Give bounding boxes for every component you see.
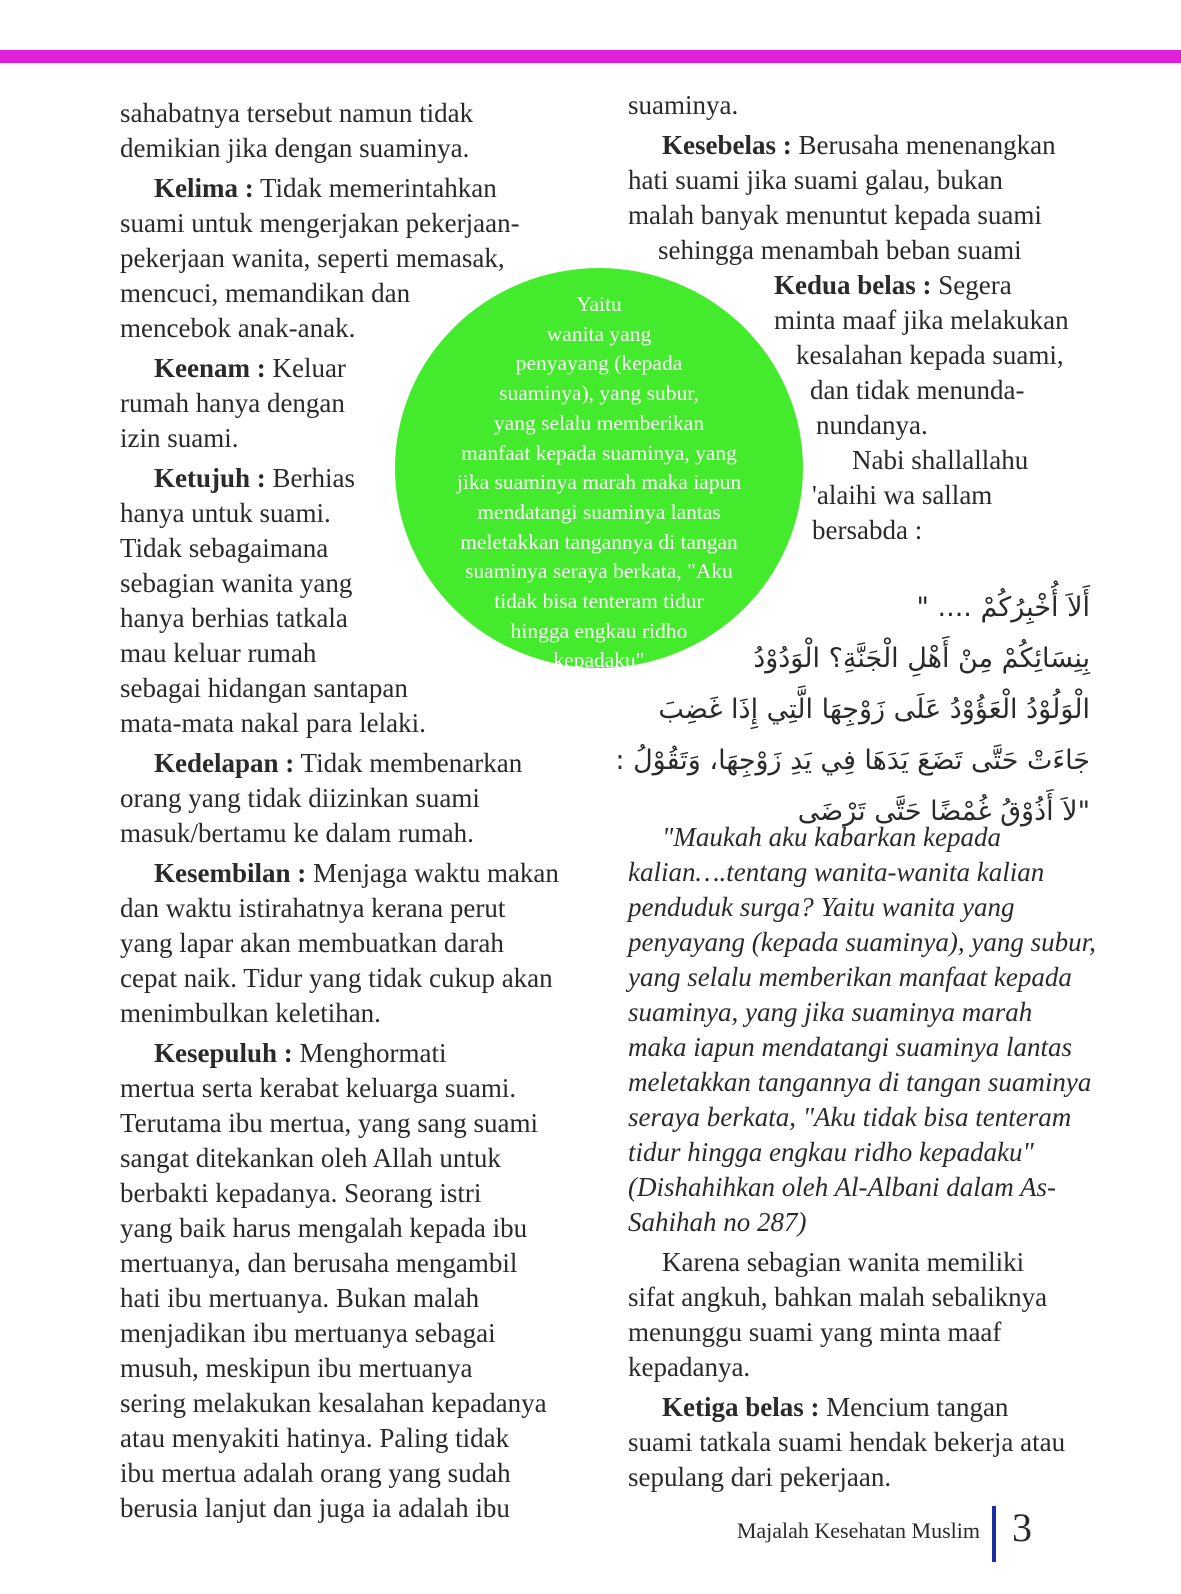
footer-divider xyxy=(992,1506,996,1562)
text-line xyxy=(120,1456,600,1491)
callout-line: mendatangi suaminya lantas xyxy=(477,499,721,524)
section-heading: Kesembilan : xyxy=(154,858,307,888)
text-line xyxy=(120,96,600,131)
text-line xyxy=(120,706,600,741)
line-text: mertuanya, dan berusaha mengambil xyxy=(120,1248,518,1278)
line-text: dan waktu istirahatnya kerana perut xyxy=(120,893,506,923)
text-line xyxy=(120,891,600,926)
line-text: Berhias xyxy=(265,463,355,493)
line-text: menunggu suami yang minta maaf xyxy=(628,1317,1002,1347)
callout-line: suaminya), yang subur, xyxy=(499,381,699,406)
text-line xyxy=(120,1386,600,1421)
line-text: Menjaga waktu makan xyxy=(306,858,559,888)
line-text: (Dishahihkan oleh Al-Albani dalam As- xyxy=(628,1172,1056,1202)
text-line xyxy=(120,1071,600,1106)
line-text: pekerjaan wanita, seperti memasak, xyxy=(120,243,505,273)
text-line xyxy=(628,303,1108,338)
line-text: demikian jika dengan suaminya. xyxy=(120,133,470,163)
text-line xyxy=(628,890,1108,925)
text-line xyxy=(628,198,1108,233)
text-line xyxy=(628,128,1108,163)
line-text: dan tidak menunda- xyxy=(810,375,1025,405)
line-text: kepadanya. xyxy=(628,1352,751,1382)
top-accent-bar xyxy=(0,50,1181,63)
text-line xyxy=(628,373,1108,408)
line-text: hanya berhias tatkala xyxy=(120,603,348,633)
line-text: bersabda : xyxy=(812,515,923,545)
line-text: menimbulkan keletihan. xyxy=(120,998,381,1028)
line-text: Karena sebagian wanita memiliki xyxy=(662,1247,1025,1277)
line-text: seraya berkata, "Aku tidak bisa tenteram xyxy=(628,1102,1072,1132)
line-text: sehingga menambah beban suami xyxy=(658,235,1022,265)
line-text: suami tatkala suami hendak bekerja atau xyxy=(628,1427,1066,1457)
text-line xyxy=(628,478,1108,513)
text-line xyxy=(120,746,600,781)
text-line xyxy=(120,1036,600,1071)
right-column-top xyxy=(628,88,1108,548)
text-line xyxy=(120,1351,600,1386)
line-text: penduduk surga? Yaitu wanita yang xyxy=(628,892,1015,922)
line-text: musuh, meskipun ibu mertuanya xyxy=(120,1353,473,1383)
line-text: Segera xyxy=(931,270,1012,300)
callout-line: wanita yang xyxy=(546,321,652,346)
section-heading: Kesebelas : xyxy=(662,130,792,160)
section-heading: Ketiga belas : xyxy=(662,1392,820,1422)
line-text: Tidak membenarkan xyxy=(294,748,523,778)
line-text: mata-mata nakal para lelaki. xyxy=(120,708,426,738)
text-line xyxy=(120,241,600,276)
callout-line: Yaitu xyxy=(576,292,622,316)
text-line xyxy=(628,1390,1108,1425)
text-line xyxy=(628,1280,1108,1315)
section-heading: Kelima : xyxy=(154,173,254,203)
text-line xyxy=(120,1141,600,1176)
text-line xyxy=(628,1350,1108,1385)
hadith-arabic-text xyxy=(615,582,1090,837)
right-column-bottom xyxy=(628,820,1108,1495)
line-text: orang yang tidak diizinkan suami xyxy=(120,783,480,813)
section-heading: Kedelapan : xyxy=(154,748,295,778)
text-line xyxy=(120,1316,600,1351)
text-line xyxy=(628,995,1108,1030)
arabic-line: أَلاَ أُخْبِرُكُمْ .... " xyxy=(916,592,1090,623)
line-text: sebagian wanita yang xyxy=(120,568,353,598)
line-text: Terutama ibu mertua, yang sang suami xyxy=(120,1108,538,1138)
arabic-line: الْوَلُوْدُ الْعَؤُوْدُ عَلَى زَوْجِهَا الَّتِي إِذَا غَضِبَ xyxy=(658,694,1090,725)
text-line xyxy=(120,131,600,166)
text-line xyxy=(628,1170,1108,1205)
line-text: nundanya. xyxy=(816,410,928,440)
text-line xyxy=(628,513,1108,548)
line-text: hati ibu mertuanya. Bukan malah xyxy=(120,1283,480,1313)
line-text: sangat ditekankan oleh Allah untuk xyxy=(120,1143,501,1173)
line-text: Tidak sebagaimana xyxy=(120,533,329,563)
text-line xyxy=(628,1030,1108,1065)
line-text: cepat naik. Tidur yang tidak cukup akan xyxy=(120,963,553,993)
line-text: suaminya, yang jika suaminya marah xyxy=(628,997,1033,1027)
callout-line: jika suaminya marah maka iapun xyxy=(456,470,742,495)
callout-line: yang selalu memberikan xyxy=(493,410,705,435)
arabic-line: "لاَ أَذُوْقُ غُمْضًا حَتَّى تَرْضَى xyxy=(797,796,1090,827)
text-line xyxy=(628,408,1108,443)
text-line xyxy=(628,233,1108,268)
text-line xyxy=(628,1315,1108,1350)
line-text: berusia lanjut dan juga ia adalah ibu xyxy=(120,1493,510,1523)
line-text: Keluar xyxy=(265,353,346,383)
text-line xyxy=(120,856,600,891)
text-line xyxy=(120,1491,600,1526)
line-text: minta maaf jika melakukan xyxy=(774,305,1069,335)
line-text: Berusaha menenangkan xyxy=(791,130,1056,160)
line-text: yang selalu memberikan manfaat kepada xyxy=(628,962,1072,992)
line-text: suami untuk mengerjakan pekerjaan- xyxy=(120,208,520,238)
callout-line: manfaat kepada suaminya, yang xyxy=(461,440,737,465)
line-text: Mencium tangan xyxy=(819,1392,1009,1422)
line-text: Sahihah no 287) xyxy=(628,1207,807,1237)
text-line xyxy=(120,671,600,706)
line-text: izin suami. xyxy=(120,423,239,453)
page-number: 3 xyxy=(1012,1505,1032,1550)
callout-line: penyayang (kepada xyxy=(515,351,683,376)
line-text: tidur hingga engkau ridho kepadaku" xyxy=(628,1137,1034,1167)
arabic-line: بِنِسَائِكُمْ مِنْ أَهْلِ الْجَنَّةِ؟ الْوَدُوْدُ xyxy=(753,643,1090,674)
text-line xyxy=(120,171,600,206)
line-text: kesalahan kepada suami, xyxy=(796,340,1064,370)
arabic-line: جَاءَتْ حَتَّى تَضَعَ يَدَهَا فِي يَدِ زَوْجِهَا، وَتَقُوْلُ : xyxy=(615,745,1090,776)
text-line xyxy=(628,925,1108,960)
text-line xyxy=(120,1246,600,1281)
section-heading: Ketujuh : xyxy=(154,463,266,493)
line-text: Nabi shallallahu xyxy=(852,445,1029,475)
section-heading: Keenam : xyxy=(154,353,266,383)
section-heading: Kesepuluh : xyxy=(154,1038,293,1068)
callout-line: tidak bisa tenteram tidur xyxy=(494,589,704,614)
callout-line: suaminya seraya berkata, "Aku xyxy=(465,559,733,584)
text-line xyxy=(120,816,600,851)
text-line xyxy=(628,1100,1108,1135)
line-text: sepulang dari pekerjaan. xyxy=(628,1462,892,1492)
callout-line: meletakkan tangannya di tangan xyxy=(460,529,738,554)
line-text: sahabatnya tersebut namun tidak xyxy=(120,98,474,128)
line-text: mau keluar rumah xyxy=(120,638,317,668)
line-text: penyayang (kepada suaminya), yang subur, xyxy=(628,927,1096,957)
text-line xyxy=(120,996,600,1031)
text-line xyxy=(628,1460,1108,1495)
line-text: yang lapar akan membuatkan darah xyxy=(120,928,504,958)
text-line xyxy=(628,268,1108,303)
text-line xyxy=(120,781,600,816)
text-line xyxy=(628,960,1108,995)
line-text: meletakkan tangannya di tangan suaminya xyxy=(628,1067,1092,1097)
line-text: maka iapun mendatangi suaminya lantas xyxy=(628,1032,1072,1062)
line-text: hati suami jika suami galau, bukan xyxy=(628,165,1003,195)
text-line xyxy=(120,1421,600,1456)
line-text: yang baik harus mengalah kepada ibu xyxy=(120,1213,528,1243)
text-line xyxy=(628,443,1108,478)
line-text: sebagai hidangan santapan xyxy=(120,673,408,703)
line-text: atau menyakiti hatinya. Paling tidak xyxy=(120,1423,510,1453)
text-line xyxy=(628,1135,1108,1170)
text-line xyxy=(120,961,600,996)
line-text: hanya untuk suami. xyxy=(120,498,331,528)
magazine-name: Majalah Kesehatan Muslim xyxy=(736,1518,980,1543)
line-text: rumah hanya dengan xyxy=(120,388,345,418)
section-heading: Kedua belas : xyxy=(774,270,932,300)
text-line xyxy=(120,1106,600,1141)
line-text: ibu mertua adalah orang yang sudah xyxy=(120,1458,511,1488)
line-text: mertua serta kerabat keluarga suami. xyxy=(120,1073,517,1103)
text-line xyxy=(628,338,1108,373)
line-text: mencebok anak-anak. xyxy=(120,313,356,343)
text-line xyxy=(120,206,600,241)
line-text: "Maukah aku kabarkan kepada xyxy=(662,822,1001,852)
text-line xyxy=(628,1245,1108,1280)
line-text: Menghormati xyxy=(292,1038,447,1068)
text-line xyxy=(120,926,600,961)
text-line xyxy=(628,1205,1108,1240)
line-text: menjadikan ibu mertuanya sebagai xyxy=(120,1318,496,1348)
line-text: mencuci, memandikan dan xyxy=(120,278,411,308)
text-line xyxy=(120,1176,600,1211)
text-line xyxy=(628,855,1108,890)
line-text: malah banyak menuntut kepada suami xyxy=(628,200,1042,230)
text-line xyxy=(628,1425,1108,1460)
line-text: berbakti kepadanya. Seorang istri xyxy=(120,1178,482,1208)
callout-line: kepadaku" xyxy=(553,648,645,673)
line-text: sifat angkuh, bahkan malah sebaliknya xyxy=(628,1282,1048,1312)
text-line xyxy=(120,1211,600,1246)
text-line xyxy=(628,88,1108,123)
line-text: sering melakukan kesalahan kepadanya xyxy=(120,1388,547,1418)
callout-line: hingga engkau ridho xyxy=(510,618,688,643)
line-text: suaminya. xyxy=(628,90,739,120)
text-line xyxy=(628,1065,1108,1100)
line-text: masuk/bertamu ke dalam rumah. xyxy=(120,818,474,848)
text-line xyxy=(120,1281,600,1316)
text-line xyxy=(628,163,1108,198)
text-line xyxy=(628,820,1108,855)
line-text: Tidak memerintahkan xyxy=(253,173,497,203)
line-text: 'alaihi wa sallam xyxy=(812,480,993,510)
line-text: kalian….tentang wanita-wanita kalian xyxy=(628,857,1045,887)
